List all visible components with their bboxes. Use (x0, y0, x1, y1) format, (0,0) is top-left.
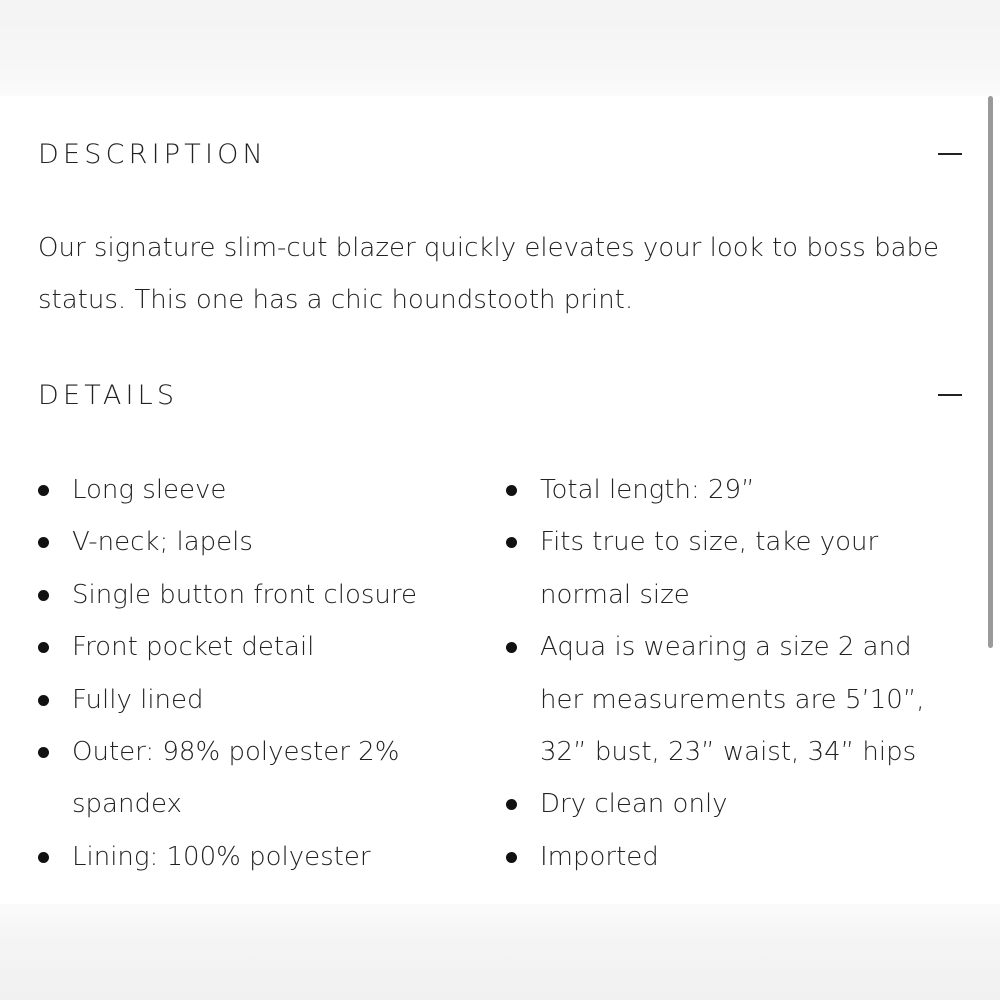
minus-icon[interactable] (938, 153, 962, 155)
detail-item: Front pocket detail (38, 621, 478, 673)
detail-item: Dry clean only (506, 778, 946, 830)
detail-item: Aqua is wearing a size 2 and her measurements are 5’10”, 32” bust, 23” waist, 34” hips (506, 621, 940, 778)
detail-item: Lining: 100% polyester (38, 831, 478, 883)
detail-item: Fully lined (38, 674, 478, 726)
detail-item: V-neck; lapels (38, 516, 478, 568)
description-title: DESCRIPTION (38, 138, 267, 170)
detail-item: Imported (506, 831, 946, 883)
minus-icon[interactable] (938, 394, 962, 396)
detail-item: Long sleeve (38, 464, 478, 516)
scrollbar[interactable] (988, 96, 993, 648)
details-header[interactable] (38, 375, 968, 415)
details-list-left (38, 464, 478, 883)
detail-item: Single button front closure (38, 569, 478, 621)
details-list-right (506, 464, 946, 883)
bottom-background (0, 904, 1000, 1000)
detail-item: Outer: 98% polyester 2% spandex (38, 726, 412, 831)
description-text: Our signature slim-cut blazer quickly elevates your look to boss babe status. This one has a chic houndstooth print. (38, 233, 940, 315)
top-background (0, 0, 1000, 96)
detail-item: Total length: 29” (506, 464, 946, 516)
detail-item: Fits true to size, take your normal size (506, 516, 880, 621)
details-title: DETAILS (38, 379, 179, 411)
description-header[interactable] (38, 134, 968, 174)
